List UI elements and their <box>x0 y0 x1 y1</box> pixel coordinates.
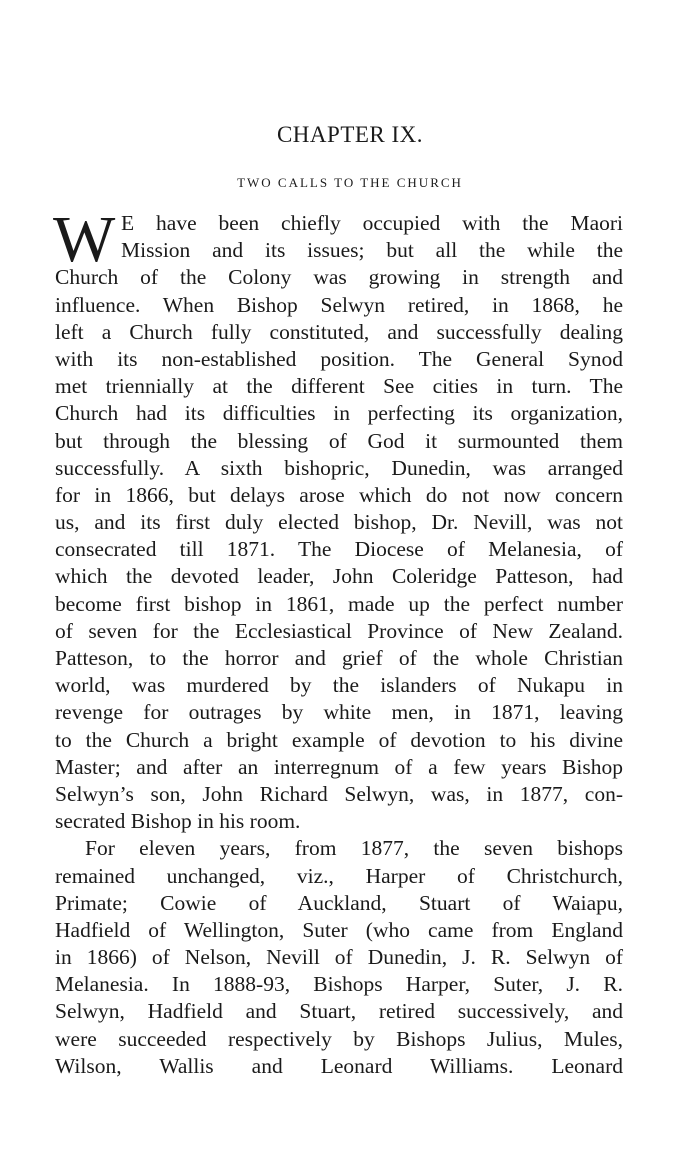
text-line-29: Selwyn, Hadfield and Stuart, retired successively, and <box>55 999 623 1024</box>
text-line-13: which the devoted leader, John Coleridge Patteson, had <box>55 564 623 589</box>
text-line-12: consecrated till 1871. The Diocese of Melanesia, of <box>55 537 623 562</box>
chapter-subtitle: TWO CALLS TO THE CHURCH <box>237 175 463 190</box>
text-line-18: revenge for outrages by white men, in 1871, leaving <box>55 700 623 725</box>
text-line-25: Primate; Cowie of Auckland, Stuart of Waiapu, <box>55 890 623 915</box>
text-line-5: with its non-established position. The General Synod <box>55 346 623 371</box>
text-line-21: Selwyn’s son, John Richard Selwyn, was, in 1877, con- <box>55 781 623 806</box>
text-line-8: but through the blessing of God it surmounted them <box>55 428 623 453</box>
text-line-31: Wilson, Wallis and Leonard Williams. Leonard <box>55 1053 623 1078</box>
text-line-4: left a Church fully constituted, and successfully dealing <box>55 319 623 344</box>
text-line-24: remained unchanged, viz., Harper of Christchurch, <box>55 863 623 888</box>
text-line-14: become first bishop in 1861, made up the perfect number <box>55 591 623 616</box>
text-line-16: Patteson, to the horror and grief of the whole Christian <box>55 646 623 670</box>
text-line-1: Mission and its issues; but all the while the <box>121 238 623 263</box>
text-line-0: E have been chiefly occupied with the Maori <box>121 211 623 235</box>
text-line-17: world, was murdered by the islanders of Nukapu in <box>55 673 623 698</box>
text-line-9: successfully. A sixth bishopric, Dunedin, was arranged <box>55 455 623 480</box>
text-line-22: secrated Bishop in his room. <box>55 809 301 834</box>
text-line-2: Church of the Colony was growing in strength and <box>55 265 623 290</box>
text-line-3: influence. When Bishop Selwyn retired, in 1868, he <box>55 292 623 317</box>
text-line-19: to the Church a bright example of devotion to his divine <box>55 727 623 752</box>
text-line-15: of seven for the Ecclesiastical Province of New Zealand. <box>55 618 623 643</box>
text-line-28: Melanesia. In 1888-93, Bishops Harper, Suter, J. R. <box>55 972 623 997</box>
text-line-26: Hadfield of Wellington, Suter (who came from England <box>55 917 623 942</box>
drop-cap: W <box>53 203 116 276</box>
text-line-6: met triennially at the different See cities in turn. The <box>55 374 623 399</box>
text-line-30: were succeeded respectively by Bishops Julius, Mules, <box>55 1026 623 1051</box>
text-line-7: Church had its difficulties in perfecting its organization, <box>55 401 623 426</box>
text-line-23: For eleven years, from 1877, the seven bishops <box>85 836 623 861</box>
chapter-title: CHAPTER IX. <box>276 122 424 147</box>
text-line-20: Master; and after an interregnum of a few years Bishop <box>55 754 623 779</box>
text-line-11: us, and its first duly elected bishop, Dr. Nevill, was not <box>55 510 623 535</box>
text-line-27: in 1866) of Nelson, Nevill of Dunedin, J. R. Selwyn of <box>55 945 623 970</box>
text-line-10: for in 1866, but delays arose which do not now concern <box>55 482 623 507</box>
body-text <box>53 203 623 1080</box>
